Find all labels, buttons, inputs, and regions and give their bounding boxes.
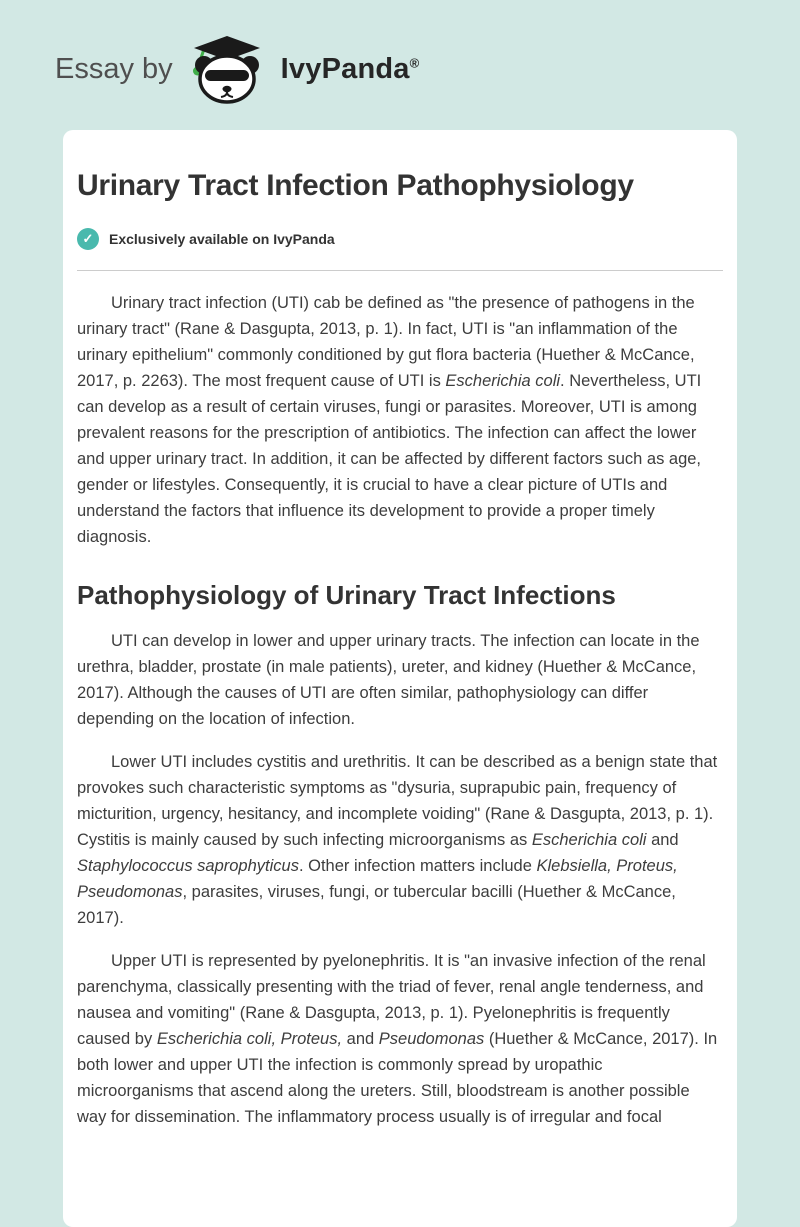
paragraph: [77, 290, 723, 550]
registered-mark: ®: [409, 54, 420, 70]
availability-label: Exclusively available on IvyPanda: [109, 231, 335, 247]
text-run: , parasites, viruses, fungi, or tubercular bacilli (Huether & McCance, 2017).: [77, 883, 676, 927]
text-run: Lower UTI includes cystitis and urethritis. It can be described as a benign state that provokes such characteristic symptoms as "dysuria, suprapubic pain, frequency of micturition, urgency, hesitancy, and incomplete voiding" (Rane & Dasgupta, 2013, p. 1). Cystitis is mainly caused by such infecting microorganisms as: [77, 753, 718, 849]
essay-by-label: Essay by: [55, 52, 173, 85]
text-run: Upper UTI is represented by pyelonephritis. It is "an invasive infection of the renal parenchyma, classically presenting with the triad of fever, renal angle tenderness, and nausea and vomiting" (Rane & Dasgupta, 2013, p. 1). Pyelonephritis is frequently caused by: [77, 952, 706, 1048]
availability-badge: [77, 228, 723, 250]
text-run: Urinary tract infection (UTI) cab be defined as "the presence of pathogens in the urinary tract" (Rane & Dasgupta, 2013, p. 1). In fact, UTI is "an inflammation of the urinary epithelium" commonly conditioned by gut flora bacteria (Huether & McCance, 2017, p. 2263). The most frequent cause of UTI is: [77, 294, 695, 390]
check-icon: ✓: [77, 228, 99, 250]
italic-text-run: Pseudomonas: [378, 1030, 485, 1048]
section-heading: Pathophysiology of Urinary Tract Infections: [77, 580, 616, 610]
text-run: UTI can develop in lower and upper urinary tracts. The infection can locate in the urethra, bladder, prostate (in male patients), ureter, and kidney (Huether & McCance, 2017). Although the causes of UTI are often similar, pathophysiology can differ depending on the location of infection.: [77, 632, 700, 728]
paragraph: [77, 749, 723, 931]
article-body: [77, 290, 723, 1130]
text-run: and: [646, 831, 679, 849]
essay-title: Urinary Tract Infection Pathophysiology: [77, 169, 634, 202]
text-run: . Other infection matters include: [298, 857, 537, 875]
italic-text-run: Escherichia coli: [531, 831, 647, 849]
text-run: and: [342, 1030, 379, 1048]
page-header: [0, 0, 800, 104]
italic-text-run: Escherichia coli: [445, 372, 561, 390]
italic-text-run: Escherichia coli, Proteus,: [156, 1030, 343, 1048]
brand-name: [281, 53, 420, 86]
paragraph: [77, 948, 723, 1130]
italic-text-run: Klebsiella, Proteus, Pseudomonas: [77, 857, 678, 901]
divider: [77, 270, 723, 271]
text-run: . Nevertheless, UTI can develop as a result of certain viruses, fungi or parasites. Moreover, UTI is among prevalent reasons for the prescription of antibiotics. The infection can affect the lower and upper urinary tract. In addition, it can be affected by different factors such as age, gender or lifestyles. Consequently, it is crucial to have a clear picture of UTIs and understand the factors that influence its development to provide a proper timely diagnosis.: [77, 372, 702, 546]
text-run: (Huether & McCance, 2017). In both lower and upper UTI the infection is commonly spread by uropathic microorganisms that ascend along the ureters. Still, bloodstream is another possible way for dissemination. The inflammatory process usually is of irregular and focal: [77, 1030, 718, 1126]
italic-text-run: Staphylococcus saprophyticus: [77, 857, 299, 875]
paragraph: [77, 628, 723, 732]
ivypanda-logo-icon: [187, 34, 267, 104]
brand-text: IvyPanda: [280, 52, 410, 85]
essay-card: [63, 130, 737, 1227]
